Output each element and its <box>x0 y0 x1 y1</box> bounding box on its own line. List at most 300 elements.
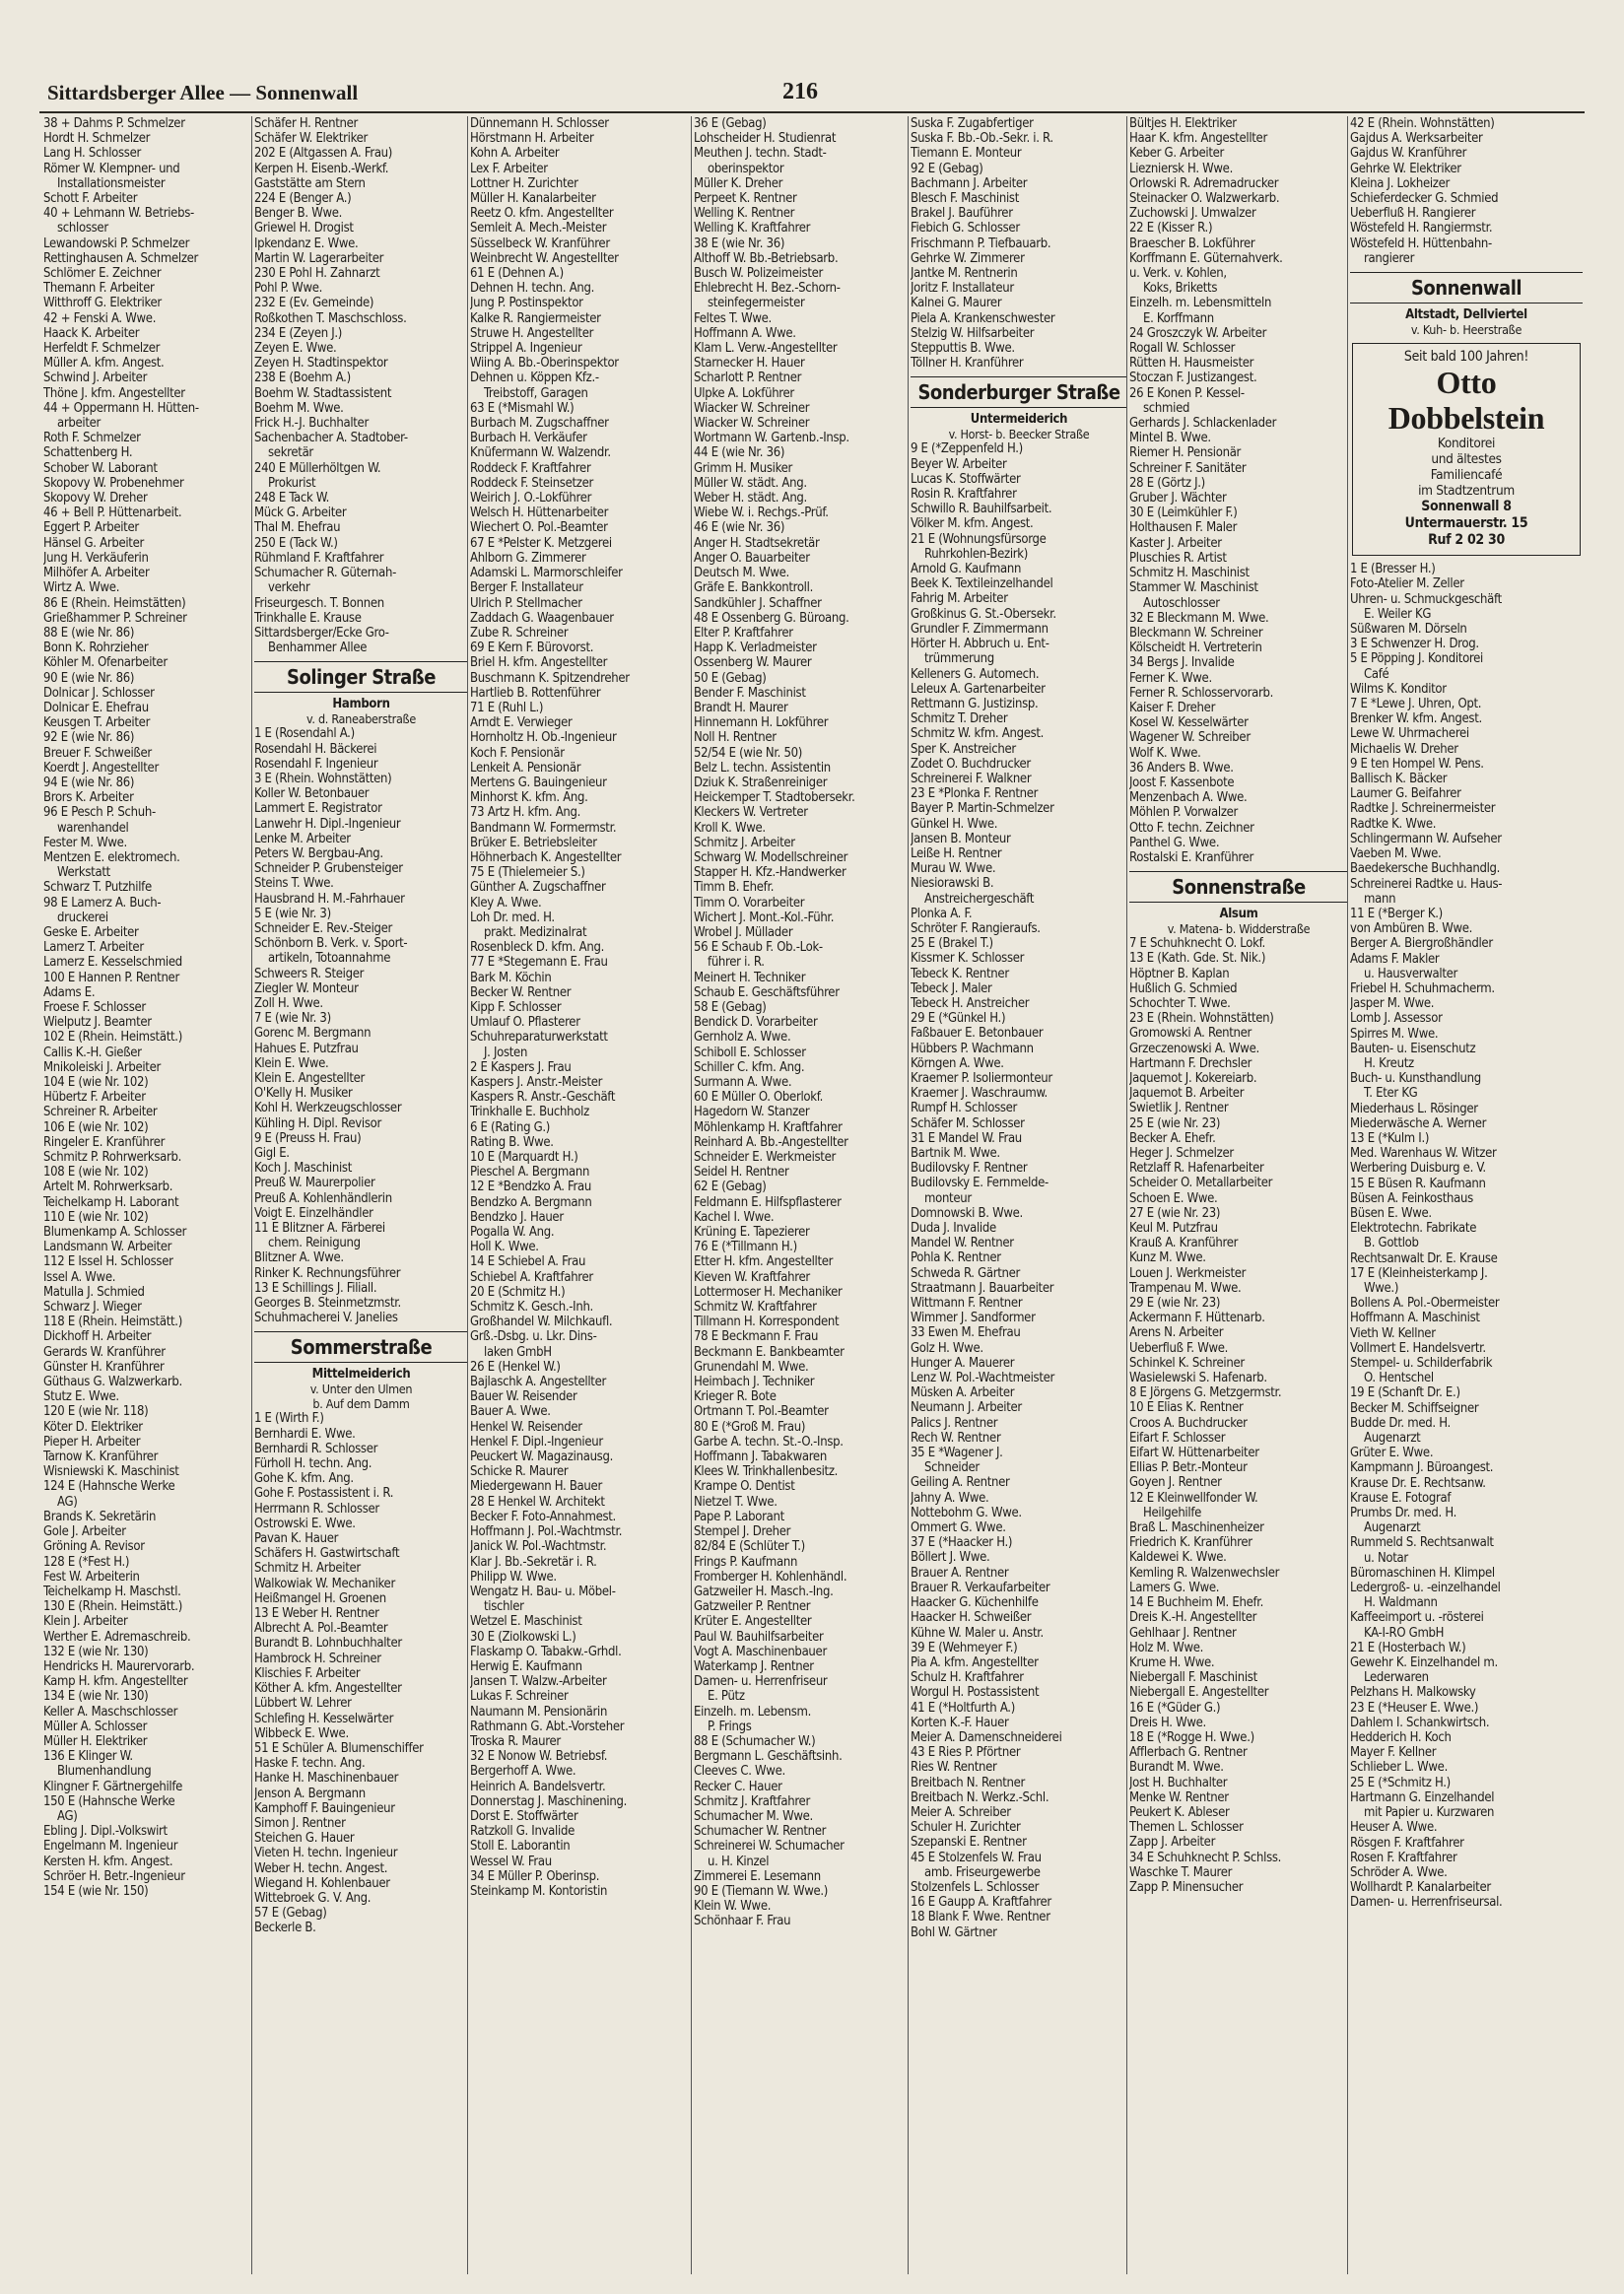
directory-entry: Schröer H. Betr.-Ingenieur <box>43 1868 185 1884</box>
directory-entry: Schneider P. Grubensteiger <box>254 861 403 877</box>
directory-entry: Wiebe W. i. Rechgs.-Prüf. <box>694 506 829 521</box>
directory-entry: Menke W. Rentner <box>1129 1789 1229 1805</box>
directory-entry: u. Hausverwalter <box>1364 966 1458 981</box>
directory-entry: Gajdus W. Kranführer <box>1350 146 1467 162</box>
directory-entry: 18 E (*Rogge H. Wwe.) <box>1129 1729 1254 1745</box>
directory-entry: 11 E (*Berger K.) <box>1350 906 1443 921</box>
directory-entry: Lamerz E. Kesselschmied <box>43 955 182 971</box>
directory-entry: Jantke M. Rentnerin <box>911 266 1018 282</box>
directory-entry: Dreis K.-H. Angestellter <box>1129 1610 1257 1626</box>
directory-entry: Foto-Atelier M. Zeller <box>1350 576 1464 592</box>
street-range-note: v. Unter den Ulmen <box>309 1382 413 1397</box>
directory-entry: Goyen J. Rentner <box>1129 1475 1222 1491</box>
directory-entry: Milhöfer A. Arbeiter <box>43 566 150 581</box>
directory-entry: Wilms K. Konditor <box>1350 681 1447 697</box>
directory-entry: Haacker H. Schweißer <box>911 1610 1032 1626</box>
directory-entry: Ulpke A. Lokführer <box>694 385 794 401</box>
directory-entry: Haar K. kfm. Angestellter <box>1129 131 1267 147</box>
directory-entry: Rosen F. Kraftfahrer <box>1350 1850 1457 1865</box>
directory-entry: Palics J. Rentner <box>911 1415 998 1431</box>
directory-entry: Radtke J. Schreinermeister <box>1350 801 1496 817</box>
directory-entry: Becker A. Ehefr. <box>1129 1130 1216 1146</box>
directory-entry: amb. Friseurgewerbe <box>924 1864 1041 1880</box>
directory-entry: Schäfers H. Gastwirtschaft <box>254 1546 400 1562</box>
directory-entry: 18 Blank F. Wwe. Rentner <box>911 1910 1050 1925</box>
directory-entry: Hanke H. Maschinenbauer <box>254 1771 399 1787</box>
directory-entry: 13 E Weber H. Rentner <box>254 1606 379 1622</box>
directory-entry: Welsch H. Hüttenarbeiter <box>470 506 609 521</box>
directory-entry: Ebling J. Dipl.-Volkswirt <box>43 1824 168 1840</box>
directory-entry: Ferner R. Schlosservorarb. <box>1129 685 1274 701</box>
district-name: Altstadt, Dellviertel <box>1405 307 1527 323</box>
directory-entry: Wichert J. Mont.-Kol.-Führ. <box>694 910 835 925</box>
directory-entry: Bergerhoff A. Wwe. <box>470 1764 576 1780</box>
directory-entry: Sper K. Anstreicher <box>911 741 1016 757</box>
directory-entry: E. Korffmann <box>1143 310 1214 326</box>
directory-entry: Stempel- u. Schilderfabrik <box>1350 1356 1493 1371</box>
directory-entry: 13 E Schillings J. Filiall. <box>254 1280 377 1296</box>
directory-entry: Gatzweiler P. Rentner <box>694 1599 811 1615</box>
directory-entry: Rosendahl H. Bäckerei <box>254 741 377 757</box>
directory-entry: 1 E (Rosendahl A.) <box>254 726 355 742</box>
directory-entry: 76 E (*Tillmann H.) <box>694 1240 797 1255</box>
directory-entry: Tarnow K. Kranführer <box>43 1450 159 1465</box>
directory-entry: Meier A. Schreiber <box>911 1804 1011 1820</box>
directory-entry: Brakel J. Bauführer <box>911 206 1013 222</box>
directory-entry: 62 E (Gebag) <box>694 1180 767 1195</box>
directory-entry: Frings P. Kaufmann <box>694 1554 798 1570</box>
directory-entry: 71 E (Ruhl L.) <box>470 700 544 715</box>
directory-entry: 39 E (Wehmeyer F.) <box>911 1640 1018 1655</box>
directory-entry: Koks, Briketts <box>1143 281 1218 297</box>
directory-entry: Callis K.-H. Gießer <box>43 1045 142 1060</box>
directory-entry: Waschke T. Maurer <box>1129 1864 1233 1880</box>
directory-entry: Lammert E. Registrator <box>254 801 382 817</box>
directory-entry: Kley A. Wwe. <box>470 895 542 911</box>
directory-entry: Blumenhandlung <box>57 1764 152 1780</box>
directory-entry: Brands K. Sekretärin <box>43 1509 157 1524</box>
directory-entry: Becker M. Schiffseigner <box>1350 1400 1479 1416</box>
directory-entry: Möhlenkamp H. Kraftfahrer <box>694 1119 843 1135</box>
directory-entry: Briel H. kfm. Angestellter <box>470 655 608 671</box>
directory-entry: Eggert P. Arbeiter <box>43 520 139 536</box>
district-name: Untermeiderich <box>970 412 1068 428</box>
directory-entry: Jahny A. Wwe. <box>911 1490 989 1506</box>
directory-entry: 128 E (*Fest H.) <box>43 1554 130 1570</box>
directory-entry: Heilgehilfe <box>1143 1505 1202 1520</box>
directory-entry: Zapp J. Arbeiter <box>1129 1835 1216 1851</box>
directory-entry: Tebeck H. Anstreicher <box>911 995 1030 1011</box>
directory-entry: Fahrig M. Arbeiter <box>911 591 1008 607</box>
directory-entry: Kalke R. Rangiermeister <box>470 310 601 326</box>
directory-entry: Wiacker W. Schreiner <box>694 416 810 432</box>
directory-entry: Dehnen H. techn. Ang. <box>470 281 595 297</box>
directory-entry: Schaub E. Geschäftsführer <box>694 984 840 1000</box>
directory-entry: Dziuk K. Straßenreiniger <box>694 775 828 790</box>
directory-entry: Werbering Duisburg e. V. <box>1350 1161 1486 1177</box>
directory-entry: Schwarg W. Modellschreiner <box>694 849 848 865</box>
directory-entry: 51 E Schüler A. Blumenschiffer <box>254 1740 424 1756</box>
advertisement-box <box>1352 343 1581 556</box>
directory-entry: Grundler F. Zimmermann <box>911 621 1049 637</box>
directory-entry: Umlauf O. Pflasterer <box>470 1015 580 1031</box>
directory-entry: Straatmann J. Bauarbeiter <box>911 1280 1054 1296</box>
directory-entry: Blesch F. Maschinist <box>911 191 1019 207</box>
directory-entry: 58 E (Gebag) <box>694 999 767 1015</box>
directory-entry: Peters W. Bergbau-Ang. <box>254 845 383 861</box>
directory-entry: Gruber J. Wächter <box>1129 491 1227 506</box>
directory-entry: Rech W. Rentner <box>911 1430 1001 1446</box>
directory-entry: Brüker E. Betriebsleiter <box>470 835 597 850</box>
directory-entry: Rütten H. Hausmeister <box>1129 356 1254 371</box>
directory-entry: Schuler H. Zurichter <box>911 1820 1021 1836</box>
directory-entry: Köther A. kfm. Angestellter <box>254 1681 402 1697</box>
directory-entry: 10 E (Marquardt H.) <box>470 1150 578 1166</box>
directory-entry: Burandt B. Lohnbuchhalter <box>254 1636 402 1652</box>
directory-entry: Kölscheidt H. Vertreterin <box>1129 641 1262 656</box>
directory-entry: Keller A. Maschschlosser <box>43 1704 178 1720</box>
directory-entry: Lottermoser H. Mechaniker <box>694 1284 843 1300</box>
directory-entry: Grimm H. Musiker <box>694 460 792 476</box>
directory-entry: Tiemann E. Monteur <box>911 146 1022 162</box>
directory-entry: Müller A. kfm. Angest. <box>43 356 165 371</box>
directory-entry: Zeyen E. Wwe. <box>254 341 337 357</box>
directory-entry: Tillmann H. Korrespondent <box>694 1315 840 1330</box>
directory-entry: Brandt H. Maurer <box>694 700 788 715</box>
directory-entry: warenhandel <box>57 820 129 836</box>
directory-entry: 134 E (wie Nr. 130) <box>43 1689 149 1705</box>
directory-entry: 20 E (Schmitz H.) <box>470 1284 566 1300</box>
directory-entry: Ossenberg W. Maurer <box>694 655 812 671</box>
directory-entry: Michaelis W. Dreher <box>1350 741 1458 757</box>
directory-entry: sekretär <box>268 445 313 461</box>
directory-entry: Flaskamp O. Tabakw.-Grhdl. <box>470 1644 622 1659</box>
directory-entry: Stolzenfels L. Schlosser <box>911 1879 1040 1895</box>
directory-entry: E. Pütz <box>708 1689 745 1705</box>
directory-entry: Brauer A. Rentner <box>911 1565 1009 1581</box>
directory-entry: 90 E (Tiemann W. Wwe.) <box>694 1883 829 1899</box>
directory-entry: Wiechert O. Pol.-Beamter <box>470 520 608 536</box>
directory-entry: Voigt E. Einzelhändler <box>254 1205 373 1221</box>
directory-entry: 124 E (Hahnsche Werke <box>43 1479 175 1495</box>
column-separator <box>1347 116 1348 2274</box>
directory-entry: Braescher B. Lokführer <box>1129 236 1255 251</box>
directory-entry: Garbe A. techn. St.-O.-Insp. <box>694 1434 844 1450</box>
directory-entry: Schreinerei Radtke u. Haus- <box>1350 876 1503 892</box>
directory-entry: 13 E (Kath. Gde. St. Nik.) <box>1129 951 1266 967</box>
directory-entry: Fiebich G. Schlosser <box>911 221 1020 236</box>
directory-entry: 69 E Kern F. Bürovorst. <box>470 641 594 656</box>
directory-entry: Friedrich K. Kranführer <box>1129 1535 1252 1551</box>
directory-entry: Bachmann J. Arbeiter <box>911 175 1028 191</box>
directory-entry: Schröter F. Rangieraufs. <box>911 920 1041 936</box>
directory-entry: Hausbrand H. M.-Fahrhauer <box>254 891 405 907</box>
directory-entry: Schwarz J. Wieger <box>43 1300 142 1316</box>
directory-entry: Böllert J. Wwe. <box>911 1550 990 1566</box>
directory-entry: Schwillo R. Bauhilfsarbeit. <box>911 502 1052 517</box>
directory-entry: Schweda R. Gärtner <box>911 1265 1021 1281</box>
directory-entry: u. H. Kinzel <box>708 1854 770 1869</box>
directory-entry: Rühmland F. Kraftfahrer <box>254 550 384 566</box>
directory-entry: Gröning A. Revisor <box>43 1539 145 1555</box>
column-separator <box>908 116 909 2274</box>
directory-entry: Zeyen H. Stadtinspektor <box>254 356 388 371</box>
directory-entry: Anger H. Stadtsekretär <box>694 535 820 551</box>
directory-entry: 25 E (Brakel T.) <box>911 936 993 952</box>
directory-entry: Lübbert W. Lehrer <box>254 1696 352 1712</box>
directory-entry: Römer W. Klempner- und <box>43 161 180 176</box>
directory-entry: Martin W. Lagerarbeiter <box>254 250 384 266</box>
directory-entry: Wirtz A. Wwe. <box>43 580 120 596</box>
directory-entry: Trampenau M. Wwe. <box>1129 1280 1242 1296</box>
directory-entry: Holl K. Wwe. <box>470 1240 539 1255</box>
directory-entry: Adams F. Makler <box>1350 951 1440 967</box>
column-separator <box>251 116 252 2274</box>
directory-entry: Haacker G. Küchenhilfe <box>911 1595 1039 1611</box>
directory-entry: Koller W. Betonbauer <box>254 786 370 802</box>
directory-entry: Kosel W. Kesselwärter <box>1129 715 1249 731</box>
directory-entry: Themann F. Arbeiter <box>43 281 155 297</box>
directory-entry: Ruhrkohlen-Bezirk) <box>924 546 1029 562</box>
directory-entry: Janick W. Pol.-Wachtmstr. <box>470 1539 607 1555</box>
directory-entry: Korffmann E. Güternahverk. <box>1129 250 1283 266</box>
directory-entry: Gehrke W. Elektriker <box>1350 161 1461 176</box>
directory-entry: Buschmann K. Spitzendreher <box>470 670 630 686</box>
directory-entry: 112 E Issel H. Schlosser <box>43 1254 173 1270</box>
directory-entry: Schäfer W. Elektriker <box>254 131 369 147</box>
directory-entry: Strippel A. Ingenieur <box>470 341 582 357</box>
directory-entry: 61 E (Dehnen A.) <box>470 266 564 282</box>
directory-entry: 35 E *Wagener J. <box>911 1446 1003 1461</box>
directory-entry: Kunz M. Wwe. <box>1129 1250 1206 1266</box>
directory-entry: Vaeben M. Wwe. <box>1350 846 1442 862</box>
directory-entry: Lohscheider H. Studienrat <box>694 131 837 147</box>
directory-entry: Kemling R. Walzenwechsler <box>1129 1565 1280 1581</box>
directory-entry: Pogalla W. Ang. <box>470 1225 555 1241</box>
directory-entry: 33 Ewen M. Ehefrau <box>911 1325 1021 1341</box>
directory-entry: 26 E (Henkel W.) <box>470 1359 561 1375</box>
directory-entry: schmied <box>1143 400 1190 416</box>
directory-entry: Menzenbach A. Wwe. <box>1129 790 1248 806</box>
directory-entry: Med. Warenhaus W. Witzer <box>1350 1146 1497 1162</box>
directory-entry: Süsselbeck W. Kranführer <box>470 236 610 251</box>
directory-entry: Elektrotechn. Fabrikate <box>1350 1221 1477 1237</box>
directory-entry: 250 E (Tack W.) <box>254 535 338 551</box>
directory-entry: Schneider <box>924 1460 980 1476</box>
directory-entry: Schreinerei F. Walkner <box>911 771 1032 786</box>
directory-entry: Herfeldt F. Schmelzer <box>43 341 161 357</box>
directory-entry: 2 E Kaspers J. Frau <box>470 1059 572 1075</box>
directory-entry: Tebeck K. Rentner <box>911 966 1009 981</box>
directory-entry: 48 E Ossenberg G. Büroang. <box>694 610 849 626</box>
directory-entry: 96 E Pesch P. Schuh- <box>43 805 156 821</box>
directory-entry: Werther E. Adremaschreib. <box>43 1629 191 1645</box>
directory-entry: Vollmert E. Handelsvertr. <box>1350 1340 1486 1356</box>
directory-entry: 16 E Gaupp A. Kraftfahrer <box>911 1895 1051 1911</box>
directory-entry: Domnowski B. Wwe. <box>911 1205 1023 1221</box>
directory-entry: 45 E Stolzenfels W. Frau <box>911 1850 1042 1865</box>
directory-entry: Rathmann G. Abt.-Vorsteher <box>470 1719 625 1734</box>
directory-entry: Rogall W. Schlosser <box>1129 341 1236 357</box>
directory-entry: Bendzko A. Bergmann <box>470 1194 592 1210</box>
directory-entry: Herwig E. Kaufmann <box>470 1658 582 1674</box>
directory-entry: Pieper H. Arbeiter <box>43 1434 141 1450</box>
directory-entry: Stoll E. Laborantin <box>470 1839 571 1855</box>
directory-column <box>470 116 692 2274</box>
directory-entry: Keusgen T. Arbeiter <box>43 715 151 731</box>
directory-entry: Hunger A. Mauerer <box>911 1355 1015 1371</box>
directory-entry: 34 Bergs J. Invalide <box>1129 655 1235 671</box>
directory-entry: Schiller C. kfm. Ang. <box>694 1059 805 1075</box>
directory-entry: Schlingermann W. Aufseher <box>1350 831 1502 846</box>
directory-entry: Ehlebrecht H. Bez.-Schorn- <box>694 281 841 297</box>
directory-entry: Großhandel W. Milchkaufl. <box>470 1315 613 1330</box>
directory-entry: Berger A. Biergroßhändler <box>1350 936 1493 952</box>
directory-entry: 98 E Lamerz A. Buch- <box>43 895 162 911</box>
ad-name-first: Otto <box>1436 365 1497 401</box>
directory-entry: Retzlaff R. Hafenarbeiter <box>1129 1161 1264 1177</box>
directory-entry: Bonn K. Rohrzieher <box>43 641 149 656</box>
ad-line: und ältestes <box>1431 451 1502 468</box>
directory-entry: Burbach M. Zugschaffner <box>470 416 609 432</box>
directory-entry: Benhammer Allee <box>268 641 368 656</box>
directory-entry: 1 E (Bresser H.) <box>1350 562 1436 577</box>
directory-entry: 150 E (Hahnsche Werke <box>43 1793 175 1809</box>
directory-entry: Gajdus A. Werksarbeiter <box>1350 131 1483 147</box>
directory-entry: 10 E Elias K. Rentner <box>1129 1400 1244 1416</box>
directory-entry: 52/54 E (wie Nr. 50) <box>694 745 803 761</box>
directory-entry: 75 E (Thielemeier S.) <box>470 865 585 881</box>
directory-entry: Köhler M. Ofenarbeiter <box>43 655 168 671</box>
directory-entry: Reetz O. kfm. Angestellter <box>470 206 614 222</box>
directory-entry: Ledergroß- u. -einzelhandel <box>1350 1581 1501 1596</box>
directory-entry: 44 E (wie Nr. 36) <box>694 445 785 461</box>
directory-entry: Steinacker O. Walzwerkarb. <box>1129 191 1280 207</box>
directory-entry: Pelzhans H. Malkowsky <box>1350 1685 1476 1701</box>
directory-entry: Kelleners G. Automech. <box>911 666 1040 682</box>
directory-column <box>254 116 468 2274</box>
directory-entry: Surmann A. Wwe. <box>694 1075 792 1090</box>
directory-entry: Ulrich P. Stellmacher <box>470 595 582 611</box>
ad-address: Untermauerstr. 15 <box>1404 515 1528 532</box>
directory-entry: Lamerz T. Arbeiter <box>43 940 144 956</box>
directory-entry: Happ K. Verladmeister <box>694 641 817 656</box>
directory-entry: Steins T. Wwe. <box>254 876 334 892</box>
directory-entry: Bender F. Maschinist <box>694 685 806 701</box>
directory-entry: Schuhreparaturwerkstatt <box>470 1030 608 1046</box>
directory-entry: Kerpen H. Eisenb.-Werkf. <box>254 161 389 176</box>
directory-entry: Schieferdecker G. Schmied <box>1350 191 1499 207</box>
directory-entry: 19 E (Schanft Dr. E.) <box>1350 1385 1460 1401</box>
directory-entry: Kleina J. Lokheizer <box>1350 175 1451 191</box>
directory-entry: Großkinus G. St.-Obersekr. <box>911 606 1056 622</box>
directory-entry: Gorenc M. Bergmann <box>254 1026 372 1042</box>
directory-entry: Krauß A. Kranführer <box>1129 1236 1239 1251</box>
directory-entry: Wetzel E. Maschinist <box>470 1614 582 1630</box>
directory-entry: Stammer W. Maschinist <box>1129 580 1258 596</box>
directory-entry: Jansen T. Walzw.-Arbeiter <box>470 1674 607 1690</box>
directory-entry: Braß L. Maschinenheizer <box>1129 1520 1264 1536</box>
directory-entry: Stapper H. Kfz.-Handwerker <box>694 865 846 881</box>
directory-entry: Hübertz F. Arbeiter <box>43 1090 146 1106</box>
directory-entry: mit Papier u. Kurzwaren <box>1364 1805 1495 1821</box>
directory-entry: Ueberfluß H. Rangierer <box>1350 206 1476 222</box>
directory-entry: 60 E Müller O. Oberlokf. <box>694 1090 824 1106</box>
directory-entry: Szepanski E. Rentner <box>911 1835 1027 1851</box>
directory-entry: Geske E. Arbeiter <box>43 924 139 940</box>
directory-entry: Leiße H. Rentner <box>911 845 1002 861</box>
directory-entry: Joritz F. Installateur <box>911 281 1014 297</box>
directory-entry: Kieven W. Kraftfahrer <box>694 1269 810 1285</box>
directory-entry: Peukert K. Ableser <box>1129 1804 1230 1820</box>
directory-entry: Troska R. Maurer <box>470 1733 561 1749</box>
directory-entry: Kohn A. Arbeiter <box>470 146 560 162</box>
directory-entry: 3 E Schwenzer H. Drog. <box>1350 637 1479 652</box>
directory-entry: 50 E (Gebag) <box>694 670 767 686</box>
directory-entry: Ahlborn G. Zimmerer <box>470 550 586 566</box>
directory-entry: Dorst E. Stoffwärter <box>470 1808 578 1824</box>
directory-entry: 230 E Pohl H. Zahnarzt <box>254 266 380 282</box>
directory-entry: Hoffmann A. Maschinist <box>1350 1311 1480 1326</box>
directory-entry: Koerdt J. Angestellter <box>43 760 159 776</box>
directory-entry: Wasielewski S. Hafenarb. <box>1129 1371 1267 1386</box>
directory-entry: Kamp H. kfm. Angestellter <box>43 1674 188 1690</box>
directory-entry: Steichen G. Hauer <box>254 1831 355 1847</box>
directory-entry: Panthel G. Wwe. <box>1129 835 1220 850</box>
directory-entry: Hagedorn W. Stanzer <box>694 1105 810 1120</box>
directory-entry: Perpeet K. Rentner <box>694 191 797 207</box>
directory-entry: Rösgen F. Kraftfahrer <box>1350 1835 1464 1851</box>
directory-column <box>43 116 252 2274</box>
directory-entry: Hendricks H. Maurervorarb. <box>43 1658 195 1674</box>
directory-entry: Vieten H. techn. Ingenieur <box>254 1846 398 1861</box>
directory-entry: Weirich J. O.-Lokführer <box>470 491 592 506</box>
directory-entry: Matulla J. Schmied <box>43 1284 145 1300</box>
directory-entry: Timm O. Vorarbeiter <box>694 895 805 911</box>
directory-entry: Knüfermann W. Walzendr. <box>470 445 611 461</box>
directory-entry: Feltes T. Wwe. <box>694 310 772 326</box>
directory-entry: 56 E Schaub F. Ob.-Lok- <box>694 940 823 956</box>
directory-entry: Herrmann R. Schlosser <box>254 1501 379 1517</box>
directory-entry: KA-I-RO GmbH <box>1364 1625 1445 1641</box>
directory-entry: Bendzko J. Hauer <box>470 1209 564 1225</box>
directory-entry: Mayer F. Kellner <box>1350 1745 1437 1761</box>
directory-entry: Orlowski R. Adremadrucker <box>1129 175 1279 191</box>
directory-entry: Beckmann E. Bankbeamter <box>694 1344 845 1360</box>
directory-entry: 82/84 E (Schlüter T.) <box>694 1539 805 1555</box>
directory-entry: Dreis H. Wwe. <box>1129 1715 1206 1730</box>
directory-entry: 28 E (Görtz J.) <box>1129 475 1205 491</box>
directory-entry: 25 E (*Schmitz H.) <box>1350 1775 1451 1790</box>
directory-entry: Pohla K. Rentner <box>911 1250 1001 1266</box>
directory-entry: Krause Dr. E. Rechtsanw. <box>1350 1475 1486 1491</box>
directory-entry: Becker F. Foto-Annahmest. <box>470 1509 616 1524</box>
directory-entry: tischler <box>484 1599 524 1615</box>
directory-entry: Timm B. Ehefr. <box>694 880 775 896</box>
directory-entry: Ostrowski E. Wwe. <box>254 1516 356 1531</box>
directory-entry: Mandel W. Rentner <box>911 1236 1014 1251</box>
directory-entry: 9 E (*Zeppenfeld H.) <box>911 441 1023 457</box>
street-heading: Sonnenwall <box>1350 272 1583 304</box>
directory-entry: Bauer W. Reisender <box>470 1389 577 1405</box>
directory-entry: Baedekersche Buchhandlg. <box>1350 861 1501 877</box>
directory-entry: Cleeves C. Wwe. <box>694 1764 785 1780</box>
header-rule <box>39 111 1585 113</box>
directory-entry: Schicke R. Maurer <box>470 1464 569 1480</box>
directory-entry: Rechtsanwalt Dr. E. Krause <box>1350 1250 1498 1266</box>
directory-entry: Wiing A. Bb.-Oberinspektor <box>470 356 619 371</box>
directory-entry: Henkel W. Reisender <box>470 1419 582 1435</box>
